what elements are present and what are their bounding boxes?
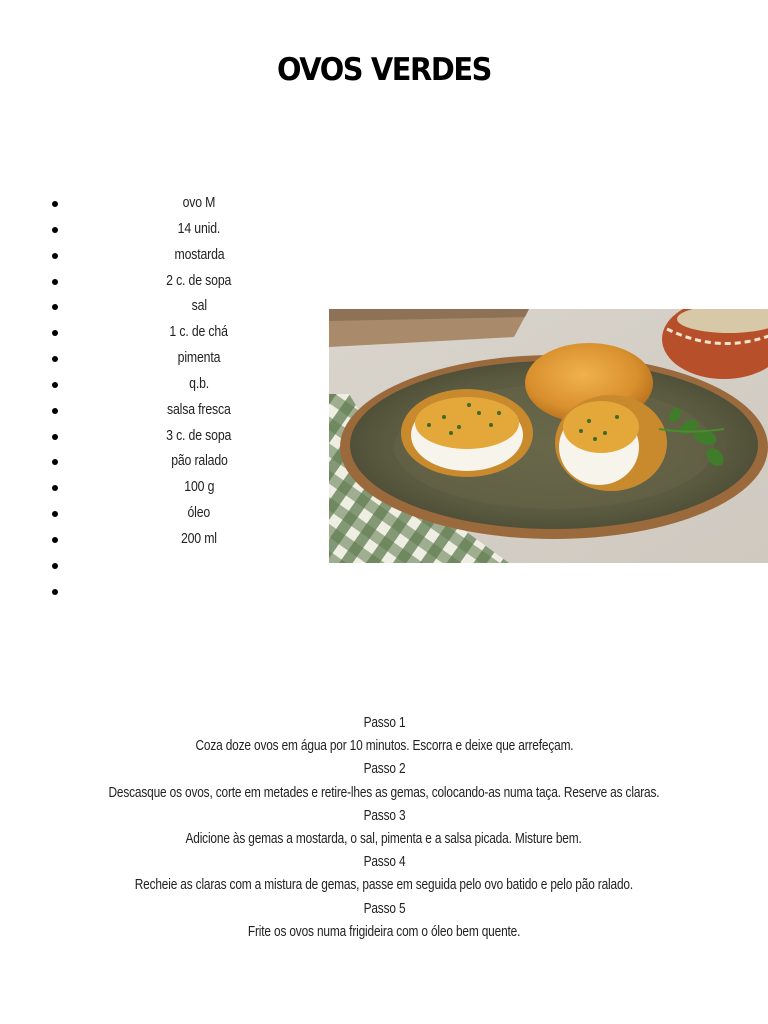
bullet-icon xyxy=(52,253,58,259)
step-label: Passo 2 xyxy=(363,761,405,778)
bullet-icon xyxy=(52,589,58,595)
bullet-icon xyxy=(52,434,58,440)
ingredients-list xyxy=(44,190,354,604)
step-text: Recheie as claras com a mistura de gemas, passe em seguida pelo ovo batido e pelo pão ralado. xyxy=(134,877,634,894)
bullet-icon xyxy=(52,356,58,362)
list-item xyxy=(44,552,354,578)
list-item: 200 ml xyxy=(44,526,354,552)
bullet-icon xyxy=(52,485,58,491)
bullet-icon xyxy=(52,563,58,569)
list-item: salsa fresca xyxy=(44,397,354,423)
list-item: mostarda xyxy=(44,242,354,268)
list-item: q.b. xyxy=(44,371,354,397)
step-text: Coza doze ovos em água por 10 minutos. Escorra e deixe que arrefeçam. xyxy=(195,738,573,755)
list-item xyxy=(44,578,354,604)
step-text: Descasque os ovos, corte em metades e retire-lhes as gemas, colocando-as numa taça. Reserve as claras. xyxy=(108,784,660,801)
list-item: 2 c. de sopa xyxy=(44,268,354,294)
bullet-icon xyxy=(52,459,58,465)
recipe-title: OVOS VERDES xyxy=(276,52,492,88)
bullet-icon xyxy=(52,382,58,388)
list-item: 1 c. de chá xyxy=(44,319,354,345)
bullet-icon xyxy=(52,330,58,336)
list-item: pimenta xyxy=(44,345,354,371)
step-label: Passo 5 xyxy=(363,900,405,917)
list-item: pão ralado xyxy=(44,448,354,474)
bullet-icon xyxy=(52,227,58,233)
recipe-photo xyxy=(329,309,768,563)
list-item: 100 g xyxy=(44,474,354,500)
list-item: 3 c. de sopa xyxy=(44,423,354,449)
bullet-icon xyxy=(52,201,58,207)
list-item: ovo M xyxy=(44,190,354,216)
bullet-icon xyxy=(52,279,58,285)
bullet-icon xyxy=(52,511,58,517)
fried-eggs-photo xyxy=(329,309,768,563)
list-item: sal xyxy=(44,293,354,319)
bullet-icon xyxy=(52,304,58,310)
step-label: Passo 3 xyxy=(363,807,405,824)
bullet-icon xyxy=(52,537,58,543)
step-text: Adicione às gemas a mostarda, o sal, pimenta e a salsa picada. Misture bem. xyxy=(185,830,583,847)
step-label: Passo 4 xyxy=(363,854,405,871)
list-item: óleo xyxy=(44,500,354,526)
step-label: Passo 1 xyxy=(363,715,405,731)
bullet-icon xyxy=(52,408,58,414)
steps-section xyxy=(0,712,768,944)
step-text: Frite os ovos numa frigideira com o óleo bem quente. xyxy=(247,923,521,940)
list-item: 14 unid. xyxy=(44,216,354,242)
